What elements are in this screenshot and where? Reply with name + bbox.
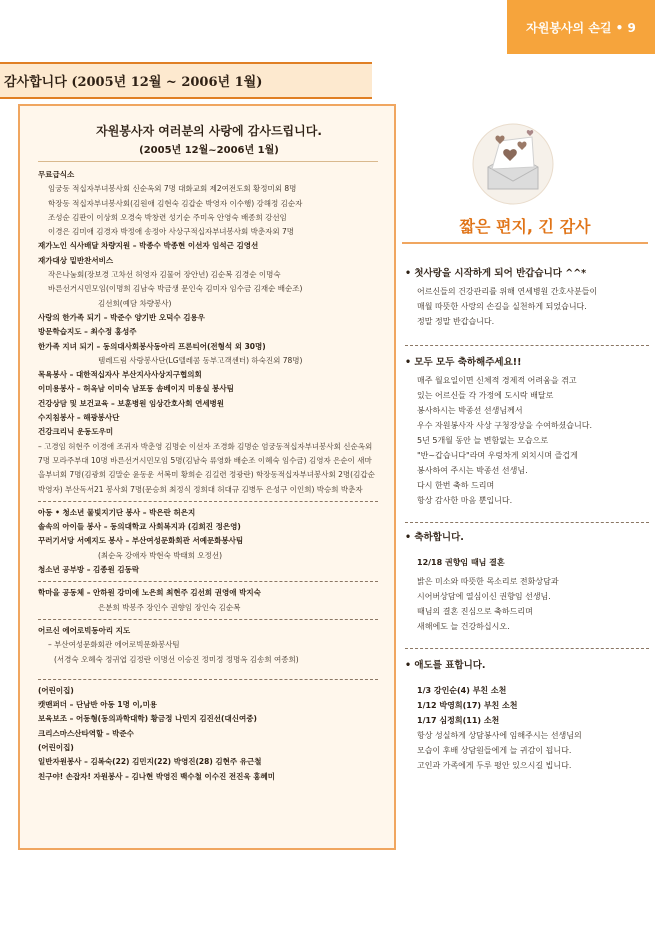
category-line: 이미용봉사 – 허옥남 이미숙 남포동 솜베이지 미용실 봉사팀 — [38, 384, 234, 394]
divider — [38, 619, 378, 620]
text-line: 고인과 가족에게 두루 평안 있으시길 빕니다. — [417, 761, 572, 770]
divider — [405, 522, 649, 523]
category-line: 꾸러기서당 서예지도 봉사 – 부산여성문화회관 서예문화봉사팀 — [38, 536, 244, 546]
category-line: (어린이집) — [38, 742, 74, 752]
category-line: 일반자원봉사 – 김복숙(22) 김민지(22) 박영진(28) 김현주 유근철 — [38, 757, 262, 767]
text-line: 때님의 결혼 진심으로 축하드리며 — [417, 607, 533, 616]
volunteer-line: 조성순 김판이 이상희 오경숙 박창련 성기순 주미옥 안영숙 배종희 강선임 — [48, 212, 287, 222]
category-line: 재가대상 밑반찬서비스 — [38, 255, 114, 265]
page-tab: 자원봉사의 손길 • 9 — [507, 0, 655, 54]
category-line: 친구야! 손잡자! 자원봉사 – 김나현 박영진 백수철 이수진 전진욱 홍혜미 — [38, 771, 275, 781]
text-line: 정말 정말 반갑습니다. — [417, 317, 495, 326]
volunteer-line: 작은나눔회(장보경 고차선 허영자 김물어 장안년) 김순복 김경순 이명숙 — [48, 270, 281, 280]
section-condolences — [405, 658, 651, 773]
text-line: 모습이 후배 상담원들에게 늘 귀감이 됩니다. — [417, 746, 572, 755]
text-line: 봉사하시는 박종선 선생님께서 — [417, 406, 523, 415]
box-title: 자원봉사자 여러분의 사랑에 감사드립니다. — [96, 124, 322, 138]
box-subtitle: (2005년 12월~2006년 1월) — [139, 145, 279, 156]
category-line: 학마을 공동체 – 안하원 강미애 노은희 최현주 김선희 권영애 박지숙 — [38, 588, 261, 598]
category-line: 재가노인 식사배달 차량지원 – 박종수 박종현 이선자 임석근 김영선 — [38, 241, 259, 251]
volunteer-line: (최순옥 강애자 박현숙 박태희 오정선) — [98, 550, 223, 560]
volunteer-list — [38, 168, 378, 784]
text-line: 다시 한번 축하 드리며 — [417, 481, 495, 490]
divider — [402, 242, 648, 244]
volunteer-line: 학장동 적십자부녀봉사회(김원애 김현숙 김갑순 박영자 이수행) 강해정 김순자 — [48, 198, 303, 208]
thanks-box — [18, 104, 396, 850]
text-line: 항상 감사한 마음 뿐입니다. — [417, 496, 513, 505]
volunteer-line: 임궁동 적십자부녀봉사회 신순옥외 7명 대화교회 제2여전도회 황정미외 8명 — [48, 184, 297, 194]
section-congratulations — [405, 530, 651, 634]
volunteer-line: – 고경임 허현주 이경애 조귀자 박춘영 김명순 이선자 조경화 김명순 엄궁동적십자부녀봉사회 신순옥외 7명 모라주부대 10명 바른선거시민모임 5명(김남숙 류영화 배순조 이혜숙 임수금) 김영자 은순이 새마을부녀회 7명(김광희 김말순 윤동운 서복미 황희순 김길련 정광란) 학장동적십자부녀봉사회 2명(김갑순 박영자) 부산독서21 봉사회 7명(문승희 최정식 정희대 허대규 김병두 은성구 이인희) 박승희 박춘자 — [38, 441, 375, 494]
category-line: 건강크리닉 운동도우미 — [38, 427, 114, 437]
category-line: 솔속의 아이들 봉사 – 동의대학교 사회복지과 (김희진 정은영) — [38, 522, 241, 532]
envelope-hearts-icon — [470, 123, 556, 205]
volunteer-line: 김선희(예담 차량봉사) — [98, 298, 172, 308]
event-line: 1/17 심정희(11) 소천 — [417, 716, 500, 725]
text-line: "반~갑습니다"라며 우렁차게 외치시며 즐겁게 — [417, 451, 578, 460]
text-line: 항상 성실하게 상담봉사에 임해주시는 선생님의 — [417, 731, 582, 740]
text-line: 어르신들의 건강관리를 위해 연세병원 간호사분들이 — [417, 287, 598, 296]
box-heading — [48, 122, 370, 156]
category-line: (어린이집) — [38, 685, 74, 695]
text-line: 밝은 미소와 따뜻한 목소리로 전화상담과 — [417, 577, 559, 586]
category-line: 청소년 공부방 – 김종원 김동락 — [38, 565, 140, 575]
text-line: 우수 자원봉사자 사상 구청장상을 수여하셨습니다. — [417, 421, 593, 430]
text-line: 매주 월요일이면 신체적 경제적 어려움을 겪고 — [417, 376, 577, 385]
category-line: 사랑의 한가족 되기 – 박준수 양기반 오덕수 김용우 — [38, 312, 205, 322]
volunteer-line: (서경숙 오혜숙 정귀엽 김정란 이명선 이승진 정미정 정명옥 김송희 여종희) — [54, 654, 299, 664]
divider — [38, 581, 378, 582]
divider — [38, 501, 378, 502]
divider — [38, 161, 378, 162]
text-line: 새해에도 늘 건강하십시오. — [417, 622, 510, 631]
section-heading: • 모두 모두 축하해주세요!! — [405, 357, 522, 368]
divider — [405, 345, 649, 346]
category-line: 크리스마스산타역할 – 박준수 — [38, 728, 134, 738]
volunteer-line: – 부산여성문화회관 에어로빅문화봉사팀 — [48, 640, 180, 650]
section-first-love — [405, 266, 651, 329]
volunteer-line: 템레드림 사랑봉사단(LG텔레콤 동부고객센터) 하숙진외 78명) — [98, 355, 303, 365]
category-line: 방문학습지도 – 최수정 홍성주 — [38, 327, 137, 337]
category-line: 무료급식소 — [38, 170, 75, 179]
divider — [38, 679, 378, 680]
event-line: 12/18 권향임 때님 결혼 — [417, 558, 505, 567]
category-line: 수지침봉사 – 해광봉사단 — [38, 413, 120, 423]
section-heading: • 첫사랑을 시작하게 되어 반갑습니다 ^^* — [405, 268, 587, 279]
divider — [405, 648, 649, 649]
category-line: 목욕봉사 – 대한적십자사 부산지사사상지구협의회 — [38, 370, 202, 380]
volunteer-line: 은분희 박봉주 장인수 권향임 장인숙 김순복 — [98, 602, 241, 612]
text-line: 있는 어르신들 각 가정에 도시락 배달로 — [417, 391, 554, 400]
category-line: 건강상담 및 보건교육 – 보훈병원 임상간호사회 연세병원 — [38, 398, 225, 408]
category-line: 한가족 지녀 되기 – 동의대사회봉사동아리 프론티어(전형석 외 30명) — [38, 341, 266, 351]
category-line: 아동 • 청소년 물빛지기단 봉사 – 박은란 허은지 — [38, 507, 196, 517]
page-title: 감사합니다 (2005년 12월 ~ 2006년 1월) — [0, 62, 372, 99]
volunteer-line: 이경은 김미애 김경자 박정애 송정아 사상구적십자부녀봉사회 박춘자외 7명 — [48, 227, 295, 237]
volunteer-line: 바른선거시민모임(이명희 김남숙 박금생 문인숙 김미자 임수금 김재순 배순조) — [48, 284, 303, 294]
category-line: 어르신 에어로빅동아리 지도 — [38, 625, 131, 635]
text-line: 매월 따뜻한 사랑의 손길을 실천하게 되었습니다. — [417, 302, 587, 311]
text-line: 5년 5개월 동안 늘 변함없는 모습으로 — [417, 436, 549, 445]
event-line: 1/3 강인순(4) 부친 소천 — [417, 686, 507, 695]
text-line: 시어버상담에 열심이신 권향임 선생님. — [417, 592, 551, 601]
text-line: 봉사하여 주시는 박종선 선생님. — [417, 466, 528, 475]
side-title: 짧은 편지, 긴 감사 — [459, 217, 591, 236]
category-line: 캣맨퍼더 – 단남반 아동 1명 이,미용 — [38, 700, 158, 710]
event-line: 1/12 박영희(17) 부친 소천 — [417, 701, 518, 710]
section-heading: • 축하합니다. — [405, 532, 464, 543]
category-line: 보육보조 – 어동형(동의과학대학) 황금정 나민지 김진선(대신여중) — [38, 714, 257, 724]
section-congrats-all — [405, 355, 651, 508]
section-heading: • 애도를 표합니다. — [405, 660, 486, 671]
